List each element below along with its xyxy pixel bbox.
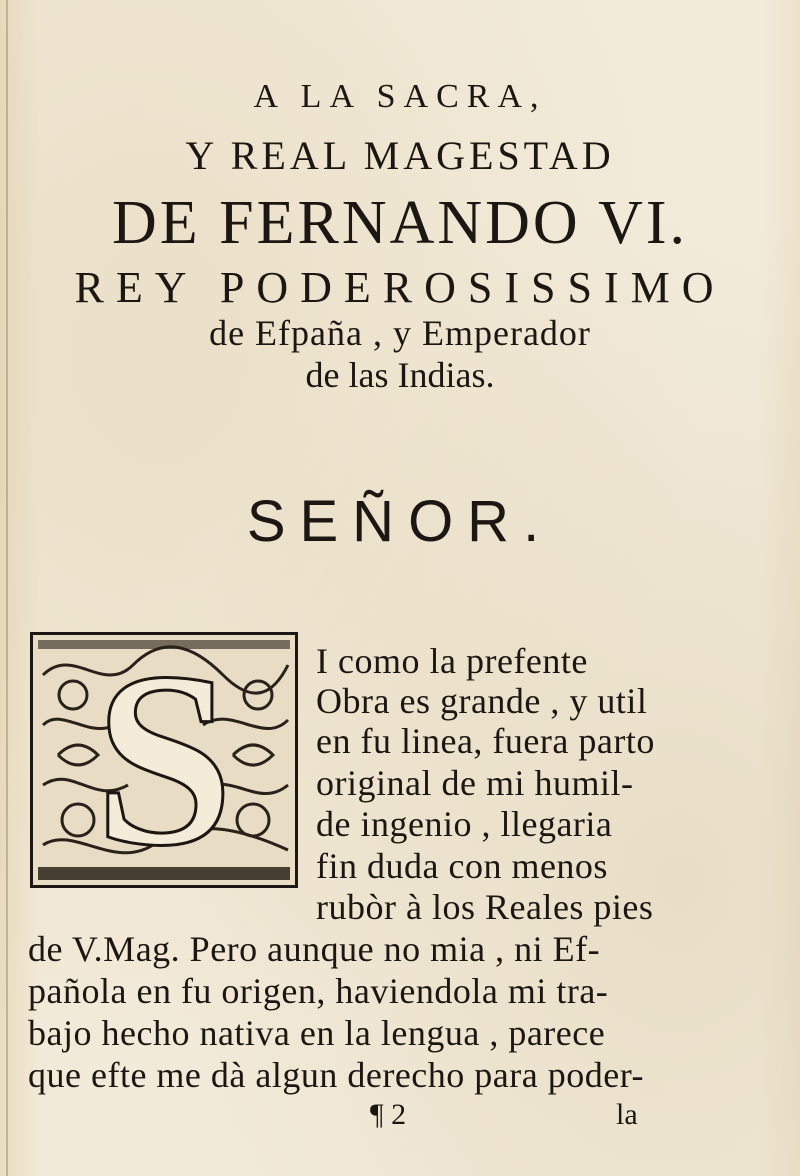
dedication-line-3: DE FERNANDO VI. <box>111 189 689 257</box>
text-line: rubòr à los Reales pies <box>316 887 654 927</box>
dedication-line-6: de las Indias. <box>305 355 495 395</box>
dedication-line-4: REY PODEROSISSIMO <box>74 263 726 312</box>
dedication-line-1: A LA SACRA, <box>253 78 547 115</box>
dedication-line-5: de Efpaña , y Emperador <box>209 313 591 353</box>
text-line: bajo hecho nativa en la lengua , parece <box>28 1013 606 1053</box>
salutation: SEÑOR. <box>246 489 554 554</box>
text-line: que efte me dà algun derecho para poder- <box>28 1055 644 1095</box>
ornamental-initial <box>30 621 298 898</box>
text-line: Obra es grande , y util <box>316 681 648 721</box>
text-line: pañola en fu origen, haviendola mi tra- <box>28 971 609 1011</box>
drop-cap-letter: S <box>94 621 234 898</box>
catchword: la <box>616 1098 638 1131</box>
dedication-line-2: Y REAL MAGESTAD <box>185 133 615 178</box>
text-line: I como la prefente <box>316 641 588 681</box>
text-line: original de mi humil- <box>316 763 634 803</box>
text-line: en fu linea, fuera parto <box>316 721 655 761</box>
text-line: de V.Mag. Pero aunque no mia , ni Ef- <box>28 929 601 969</box>
text-line: fin duda con menos <box>316 846 608 886</box>
signature-mark: ¶ 2 <box>370 1098 407 1131</box>
text-line: de ingenio , llegaria <box>316 804 613 844</box>
